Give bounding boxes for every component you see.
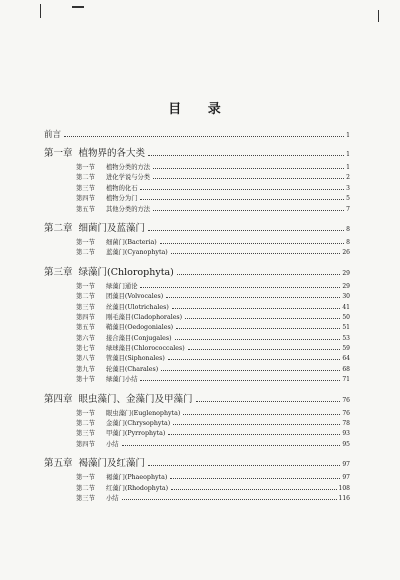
dot-leader (196, 401, 341, 402)
dot-leader (183, 414, 340, 415)
dot-leader (172, 308, 341, 309)
page-number: 116 (338, 494, 350, 502)
dot-leader (160, 243, 344, 244)
chapter-label (44, 391, 193, 405)
chapter-number: 第三章 (44, 266, 73, 278)
section-label (76, 493, 119, 502)
scan-mark-top (72, 6, 84, 8)
section-row[interactable] (44, 183, 350, 193)
section-title: 接合藻目(Conjugales) (106, 334, 172, 342)
dot-leader (168, 359, 341, 360)
page-number: 1 (346, 132, 350, 139)
section-number: 第二节 (76, 249, 95, 257)
chapter-gap (44, 503, 350, 508)
page-number: 53 (342, 334, 350, 342)
section-label (76, 408, 180, 417)
chapter-gap (44, 449, 350, 454)
dot-leader (122, 445, 341, 446)
section-title: 其他分类的方法 (106, 205, 151, 213)
dot-leader (171, 489, 336, 490)
dot-leader (153, 168, 344, 169)
page-number: 68 (342, 365, 350, 373)
section-title: 管藻目(Siphonales) (106, 355, 165, 363)
dot-leader (170, 478, 340, 479)
chapter-label (44, 264, 174, 278)
chapter-row[interactable] (44, 455, 350, 472)
chapter-number: 第四章 (44, 393, 73, 405)
section-row[interactable] (44, 374, 350, 384)
dot-leader (176, 328, 340, 329)
section-number: 第四节 (76, 313, 95, 321)
page-number: 50 (342, 313, 350, 321)
section-title: 团藻目(Volvocales) (106, 293, 164, 301)
dot-leader (168, 434, 340, 435)
section-title: 鞘藻目(Oedogoniales) (106, 324, 174, 332)
section-number: 第八节 (76, 355, 95, 363)
section-number: 第三节 (76, 303, 95, 311)
section-number: 第一节 (76, 164, 95, 171)
section-title: 小结 (106, 440, 119, 448)
page-number: 8 (346, 225, 350, 233)
section-title: 刚毛藻目(Cladophorales) (106, 313, 183, 321)
section-label (76, 418, 170, 427)
section-row[interactable] (44, 493, 350, 503)
section-number: 第七节 (76, 345, 95, 353)
section-title: 丝藻目(Ulotrichales) (106, 303, 169, 311)
section-number: 第一节 (76, 474, 95, 482)
chapter-row[interactable] (44, 220, 350, 237)
dot-leader (188, 349, 341, 350)
section-row[interactable] (44, 408, 350, 418)
section-title: 蓝藻门(Cyanophyta) (106, 249, 168, 257)
chapter-number: 第一章 (44, 148, 73, 159)
section-title: 绿藻门小结 (106, 376, 138, 384)
section-row[interactable] (44, 312, 350, 322)
page-number: 78 (342, 420, 350, 428)
section-title: 植物分为门 (106, 195, 138, 203)
section-row[interactable] (44, 353, 350, 363)
chapter-gap (44, 385, 350, 390)
dot-leader (148, 465, 340, 466)
chapter-gap (44, 258, 350, 263)
dot-leader (153, 178, 344, 179)
scan-mark-right (378, 10, 379, 22)
section-label (76, 439, 119, 448)
section-title: 小结 (106, 494, 119, 502)
section-number: 第二节 (76, 420, 95, 428)
dot-leader (140, 380, 340, 381)
chapter-row[interactable] (44, 264, 350, 281)
page-number: 29 (342, 269, 350, 277)
section-row[interactable] (44, 237, 350, 247)
section-title: 褐藻门(Phaeophyta) (106, 474, 168, 482)
page-number: 2 (346, 174, 350, 182)
section-number: 第二节 (76, 174, 95, 182)
page-number: 30 (342, 293, 350, 301)
toc-preface-row[interactable] (44, 128, 350, 144)
section-label (76, 428, 165, 437)
dot-leader (166, 297, 340, 298)
chapter-number: 第五章 (44, 458, 73, 470)
section-number: 第三节 (76, 184, 95, 192)
dot-leader (140, 287, 340, 288)
section-label (76, 353, 165, 362)
section-row[interactable] (44, 439, 350, 449)
section-title: 绿球藻目(Chlorococcales) (106, 345, 185, 353)
section-row[interactable] (44, 247, 350, 257)
section-number: 第五节 (76, 205, 95, 213)
section-row[interactable] (44, 472, 350, 482)
section-number: 第一节 (76, 409, 95, 417)
page-number: 26 (342, 249, 350, 257)
section-number: 第六节 (76, 334, 95, 342)
section-number: 第四节 (76, 440, 95, 448)
page-number: 71 (342, 376, 350, 384)
section-label (76, 183, 137, 192)
section-row[interactable] (44, 343, 350, 353)
page-number: 108 (338, 484, 350, 492)
section-title: 植物分类的方法 (106, 164, 151, 171)
preface-label: 前言 (44, 130, 62, 140)
scan-mark-left (40, 4, 41, 18)
section-row[interactable] (44, 291, 350, 301)
page-number: 1 (346, 164, 350, 171)
chapter-title: 植物界的各大类 (78, 148, 146, 159)
section-label (76, 374, 137, 383)
page-number: 3 (346, 184, 350, 192)
dot-leader (171, 253, 341, 254)
section-title: 进化学说与分类 (106, 174, 151, 182)
table-of-contents (44, 128, 350, 508)
page-number: 95 (342, 440, 350, 448)
section-row[interactable] (44, 428, 350, 438)
dot-leader (122, 499, 337, 500)
section-label (76, 204, 150, 213)
section-number: 第十节 (76, 376, 95, 384)
dot-leader (140, 199, 344, 200)
chapter-row[interactable] (44, 145, 350, 162)
section-title: 植物的化石 (106, 184, 138, 192)
section-title: 红藻门(Rhodophyta) (106, 484, 169, 492)
section-title: 轮藻目(Charales) (106, 365, 159, 373)
section-label (76, 322, 173, 331)
section-title: 眼虫藻门(Euglenophyta) (106, 409, 181, 417)
section-label (76, 364, 158, 373)
section-row[interactable] (44, 483, 350, 493)
section-label (76, 281, 137, 290)
dot-leader (148, 155, 344, 156)
section-label (76, 193, 137, 202)
section-row[interactable] (44, 333, 350, 343)
chapter-number: 第二章 (44, 222, 73, 234)
dot-leader (148, 230, 344, 231)
page-number: 51 (342, 324, 350, 332)
page-number: 97 (342, 461, 350, 469)
page-number: 93 (342, 430, 350, 438)
chapter-label (44, 220, 145, 234)
section-label (76, 237, 157, 246)
page-number: 64 (342, 355, 350, 363)
page-number: 1 (346, 151, 350, 158)
section-row[interactable] (44, 302, 350, 312)
chapter-list (44, 145, 350, 508)
section-title: 细菌门(Bacteria) (106, 238, 157, 246)
section-label (76, 302, 169, 311)
page-title: 目 录 (168, 102, 232, 117)
section-title: 甲藻门(Pyrrophyta) (106, 430, 166, 438)
page-number: 41 (342, 303, 350, 311)
section-number: 第三节 (76, 430, 95, 438)
section-number: 第九节 (76, 365, 95, 373)
page-number: 8 (346, 238, 350, 246)
chapter-title: 褐藻门及红藻门 (78, 458, 146, 470)
chapter-gap (44, 214, 350, 219)
page-number: 7 (346, 205, 350, 213)
section-row[interactable] (44, 162, 350, 172)
chapter-label (44, 455, 145, 469)
dot-leader (185, 318, 340, 319)
section-label (76, 333, 172, 342)
dot-leader (64, 136, 344, 137)
section-number: 第一节 (76, 238, 95, 246)
section-label (76, 291, 163, 300)
section-number: 第五节 (76, 324, 95, 332)
section-row[interactable] (44, 204, 350, 214)
section-number: 第三节 (76, 494, 95, 502)
section-row[interactable] (44, 281, 350, 291)
page-number: 29 (342, 282, 350, 290)
section-row[interactable] (44, 364, 350, 374)
page-number: 97 (342, 474, 350, 482)
section-title: 金藻门(Chrysophyta) (106, 420, 171, 428)
dot-leader (153, 210, 344, 211)
section-label (76, 312, 182, 321)
section-label (76, 172, 150, 181)
dot-leader (177, 274, 340, 275)
section-row[interactable] (44, 172, 350, 182)
section-row[interactable] (44, 418, 350, 428)
section-label (76, 162, 150, 171)
dot-leader (161, 370, 340, 371)
section-number: 第四节 (76, 195, 95, 203)
section-row[interactable] (44, 193, 350, 203)
section-label (76, 247, 168, 256)
dot-leader (173, 424, 340, 425)
section-label (76, 343, 185, 352)
section-label (76, 472, 167, 481)
section-label (76, 483, 168, 492)
dot-leader (140, 189, 344, 190)
chapter-title: 绿藻门(Chlorophyta) (78, 266, 174, 278)
section-row[interactable] (44, 322, 350, 332)
page-number: 76 (342, 396, 350, 404)
section-number: 第一节 (76, 282, 95, 290)
page-number: 59 (342, 345, 350, 353)
chapter-title: 眼虫藻门、金藻门及甲藻门 (78, 393, 193, 405)
page-number: 5 (346, 195, 350, 203)
section-number: 第二节 (76, 484, 95, 492)
dot-leader (175, 339, 341, 340)
chapter-row[interactable] (44, 391, 350, 408)
chapter-label (44, 145, 145, 159)
section-number: 第二节 (76, 293, 95, 301)
page-number: 76 (342, 409, 350, 417)
section-title: 绿藻门通论 (106, 282, 138, 290)
chapter-title: 细菌门及蓝藻门 (78, 222, 146, 234)
